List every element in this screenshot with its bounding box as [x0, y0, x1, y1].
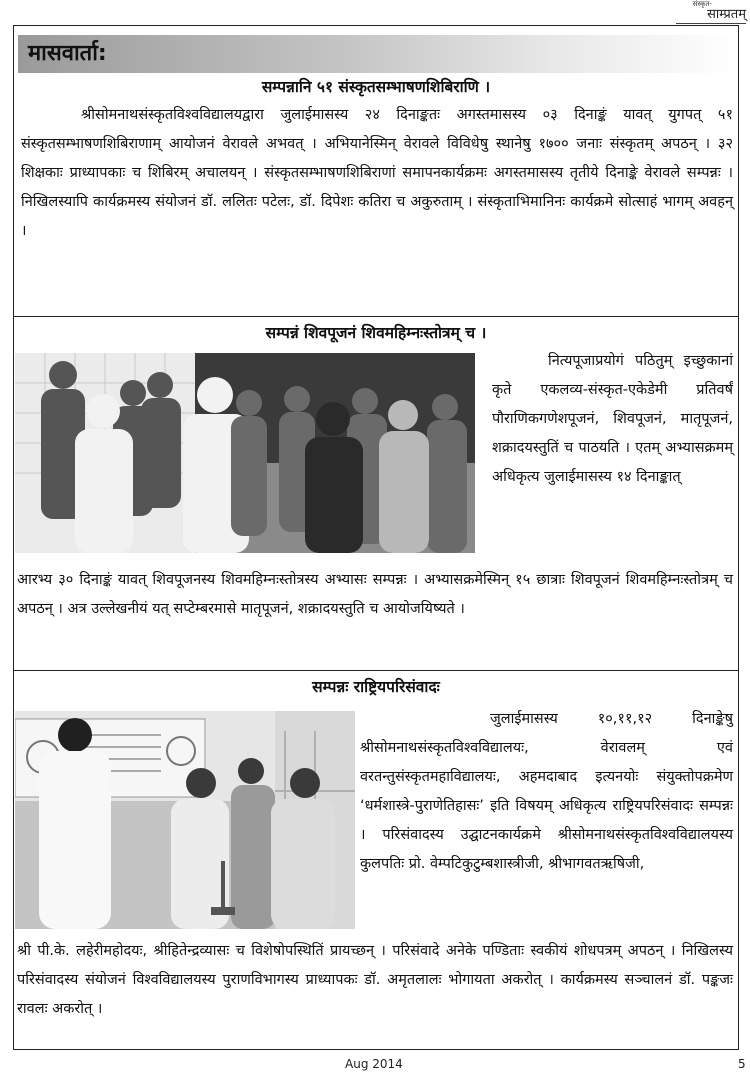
- section-banner: [18, 35, 734, 73]
- page-frame: [13, 25, 739, 1050]
- masthead-small-label: संस्कृत-: [692, 0, 712, 8]
- group-photo: [15, 353, 475, 553]
- news-section-shibirani: [14, 73, 738, 316]
- section-title: सम्पन्नः राष्ट्रियपरिसंवादः: [312, 678, 440, 696]
- news-section-parisamvadah: [14, 670, 738, 1050]
- seminar-photo-illustration: [15, 711, 355, 929]
- footer-date: Aug 2014: [345, 1057, 403, 1071]
- group-photo-illustration: [15, 353, 475, 553]
- side-text-block: [492, 347, 733, 492]
- section-body-full: आरभ्य ३० दिनाङ्कं यावत् शिवपूजनस्य शिवमहिम्नःस्तोत्रस्य अभ्यासः सम्पन्नः । अभ्यासक्रमेस्मिन् १५ छात्राः शिवपूजनं शिवमहिम्नःस्तोत्रम् च अपठन् । अत्र उल्लेखनीयं यत् सप्टेम्बरमासे मातृपूजनं, शक्रादयस्तुति च आयोजयिष्यते ।: [17, 572, 733, 617]
- section-body-side: नित्यपूजाप्रयोगं पठितुम् इच्छुकानां कृते एकलव्य-संस्कृत-एकेडेमी प्रतिवर्षं पौराणिकगणेशपूजनं, शिवपूजनं, मातृपूजनं, शक्रादयस्तुतिं च पाठयति । एतम् अभ्यासक्रमम् अधिकृत्य जुलाईमासस्य १४ दिनाङ्कात्: [492, 353, 733, 485]
- section-body-side: जुलाईमासस्य १०,११,१२ दिनाङ्केषु श्रीसोमनाथसंस्कृतविश्वविद्यालयः, वेरावलम् एवं वरतन्तुसंस्कृतमहाविद्यालयः, अहमदाबाद इत्यनयोः संयुक्तोपक्रमेण ‘धर्मशास्त्रे-पुराणेतिहासः’ इति विषयम् अधिकृत्य राष्ट्रियपरिसंवादः सम्पन्नः । परिसंवादस्य उद्घाटनकार्यक्रमे श्रीसोमनाथसंस्कृतविश्वविद्यालयस्य कुलपतिः प्रो. वेम्पटिकुटुम्बशास्त्रीजी, श्रीभागवतऋषिजी,: [360, 711, 733, 872]
- full-text-block: [17, 566, 733, 624]
- side-text-block: [360, 705, 733, 879]
- section-body: श्रीसोमनाथसंस्कृतविश्वविद्यालयद्वारा जुलाईमासस्य २४ दिनाङ्कतः अगस्तमासस्य ०३ दिनाङ्कं यावत् युगपत् ५१ संस्कृतसम्भाषणशिबिराणाम् आयोजनं वेरावले अभवत् । अभियानेस्मिन् वेरावले विविधेषु स्थानेषु १७०० जनाः संस्कृतम् अपठन् । ३२ शिक्षकाः प्राध्यापकाः च शिबिरम् अचालयन् । संस्कृतसम्भाषणशिबिराणां समापनकार्यक्रमः अगस्तमासस्य तृतीये दिनाङ्के वेरावले सम्पन्नः । निखिलस्यापि कार्यक्रमस्य संयोजनं डॉ. ललितः पटेलः, डॉ. दिपेशः कतिरा च अकुरुताम् । संस्कृताभिमानिनः कार्यक्रमे सोत्साहं भागम् अवहन् ।: [21, 107, 733, 239]
- masthead: [606, 0, 746, 24]
- page-number: 5: [738, 1057, 746, 1071]
- masthead-rule: [676, 23, 746, 24]
- masthead-title: साम्प्रतम्: [707, 7, 746, 22]
- section-title: सम्पन्नानि ५१ संस्कृतसम्भाषणशिबिराणि ।: [261, 78, 491, 96]
- seminar-photo: [15, 711, 355, 929]
- full-text-block: [17, 937, 733, 1024]
- banner-title: मासवार्ता:: [28, 41, 107, 66]
- news-section-shivapujanam: [14, 316, 738, 671]
- section-title: सम्पन्नं शिवपूजनं शिवमहिम्नःस्तोत्रम् च ।: [265, 324, 487, 342]
- section-body-full: श्री पी.के. लहेरीमहोदयः, श्रीहितेन्द्रव्यासः च विशेषोपस्थितिं प्रायच्छन् । परिसंवादे अनेके पण्डिताः स्वकीयं शोधपत्रम् अपठन् । निखिलस्य परिसंवादस्य संयोजनं विश्वविद्यालयस्य पुराणविभागस्य प्राध्यापकः डॉ. अमृतलालः भोगायता अकरोत् । कार्यक्रमस्य सञ्चालनं डॉ. पङ्कजः रावलः अकरोत् ।: [17, 943, 733, 1017]
